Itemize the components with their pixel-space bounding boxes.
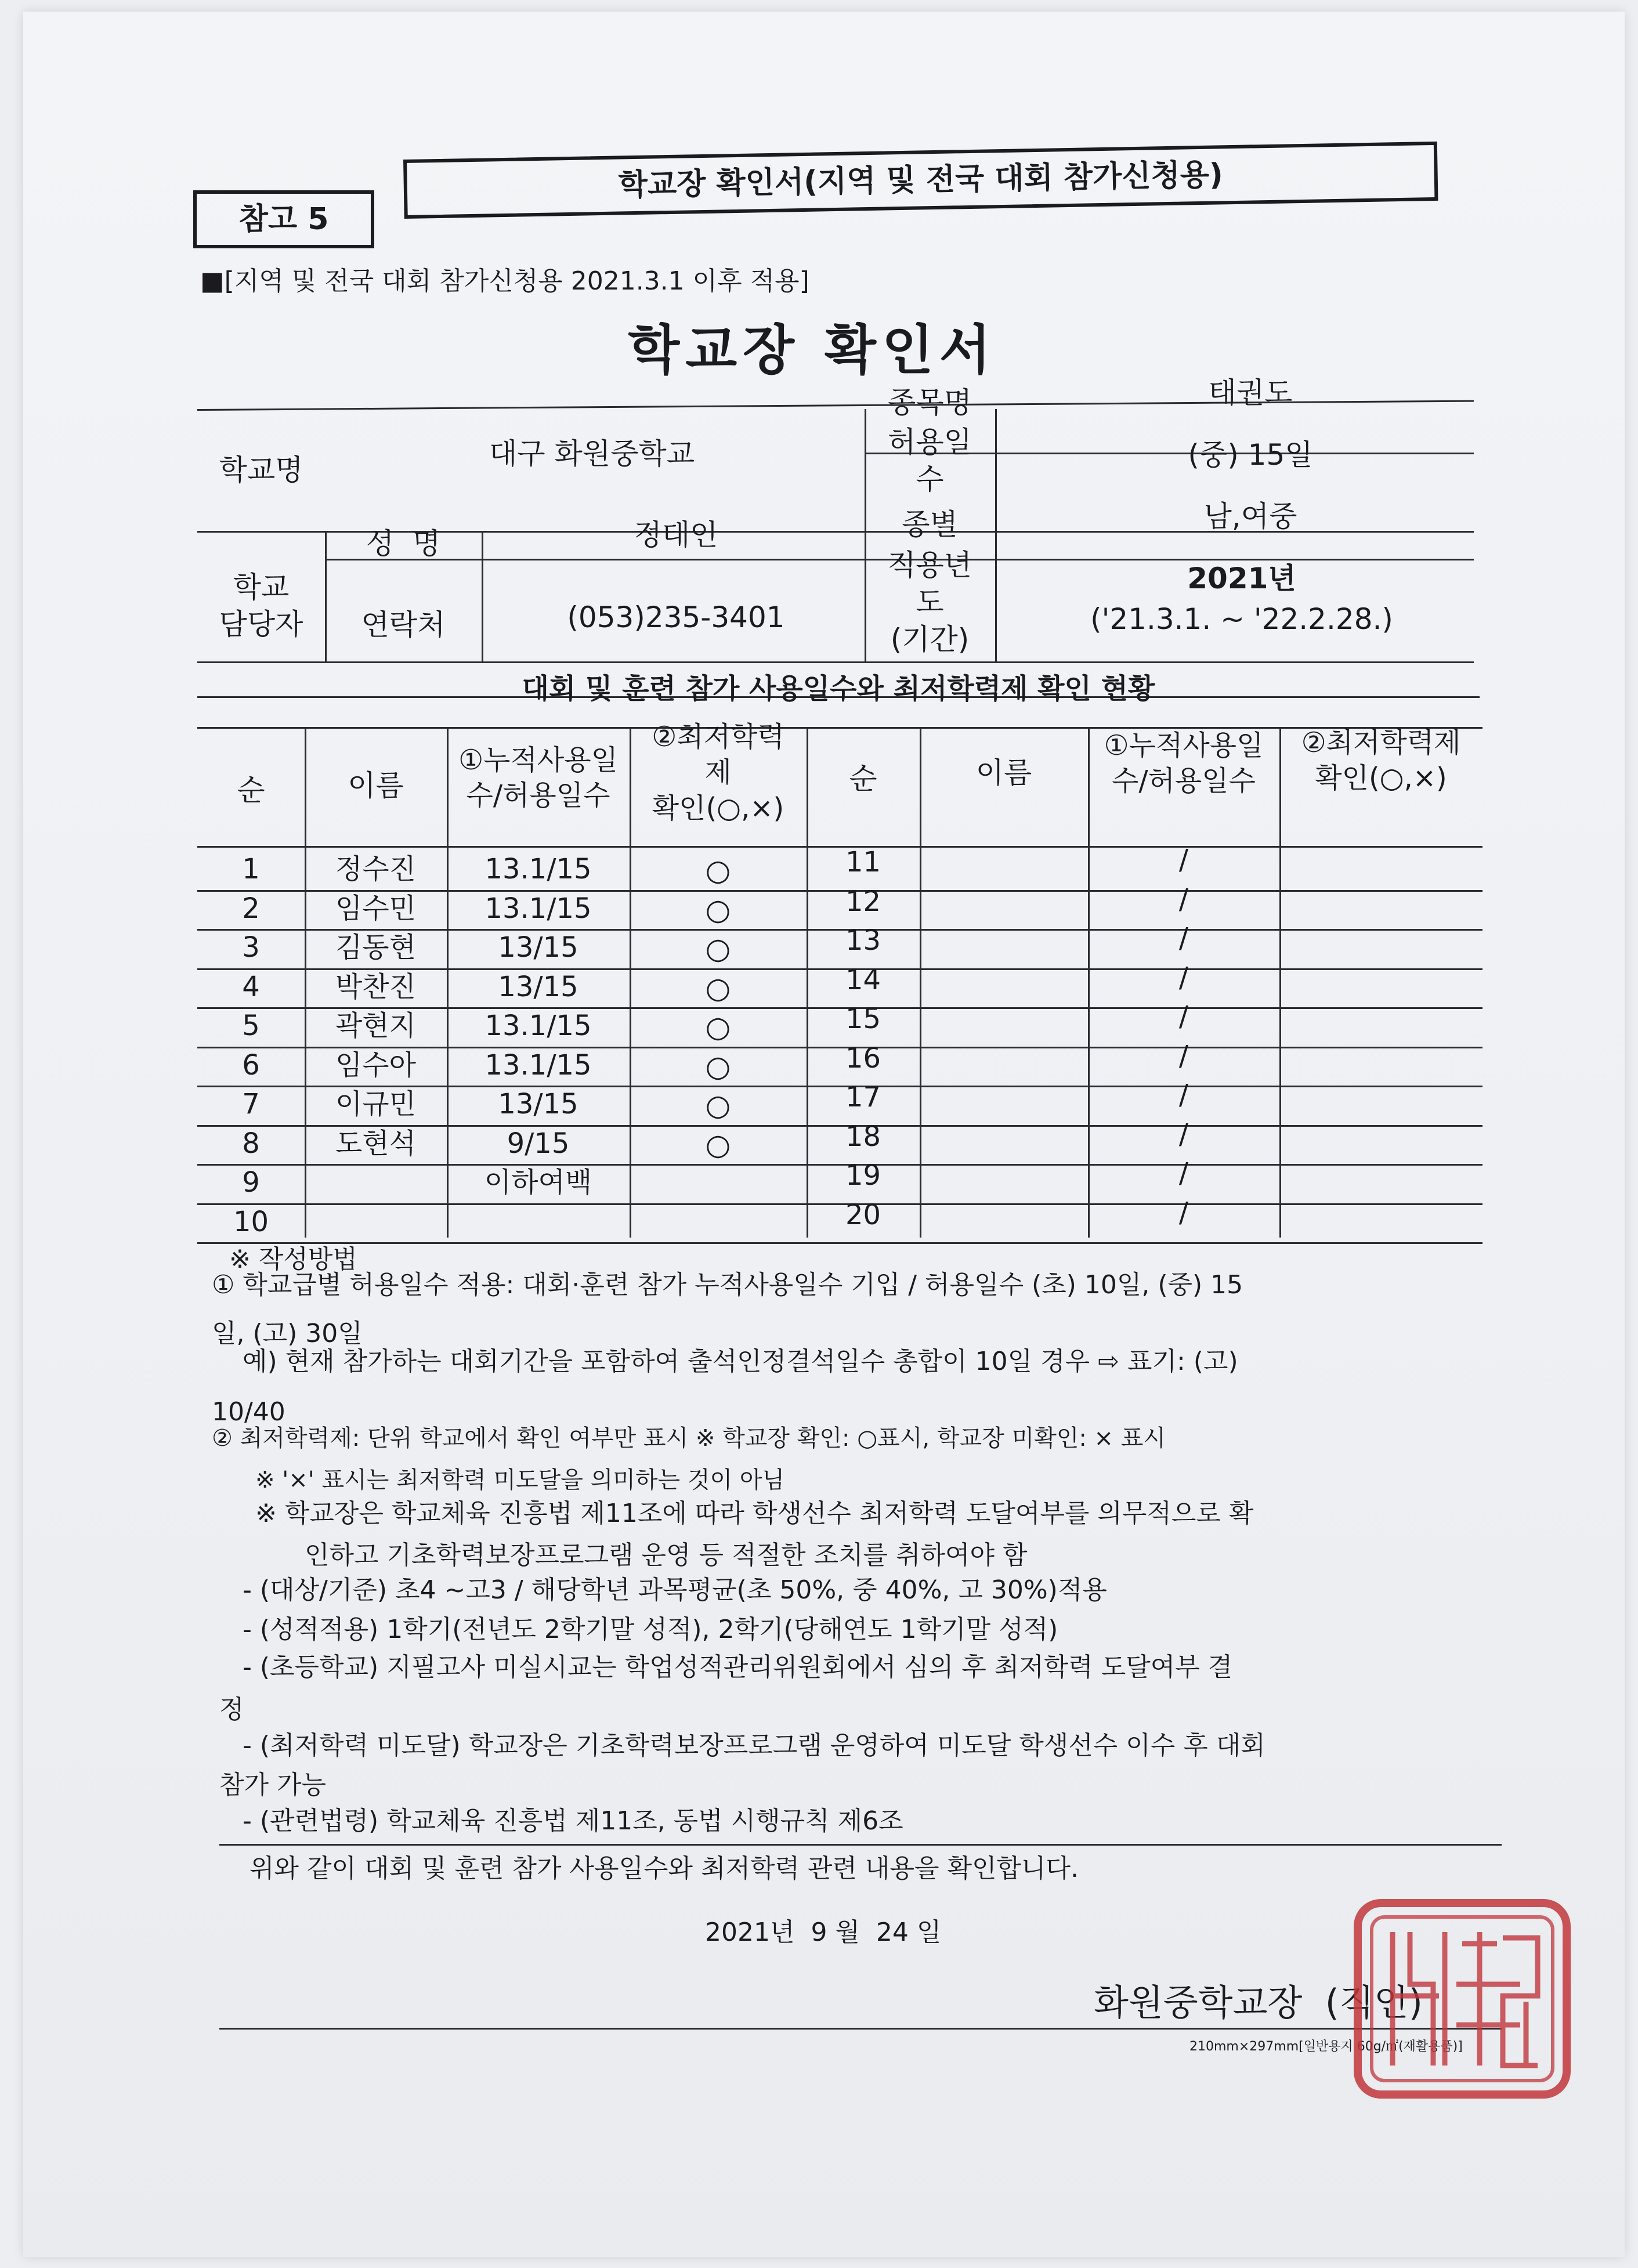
header-title-box: 학교장 확인서(지역 및 전국 대회 참가신청용) (403, 142, 1438, 219)
section-title: 대회 및 훈련 참가 사용일수와 최저학력제 확인 현황 (522, 672, 1155, 705)
notes-heading: ※ 작성방법 (229, 1245, 357, 1274)
notes-divider (219, 1844, 1502, 1846)
note-8b: 정 (219, 1695, 244, 1724)
header-days-right (1088, 728, 1279, 800)
row-check: ○ (705, 853, 731, 887)
apply-note: ■[지역 및 전국 대회 참가신청용 2021.3.1 이후 적용] (200, 266, 809, 296)
table-line (1279, 727, 1281, 1238)
row-days-right: / (1178, 882, 1189, 916)
row-days-right: / (1178, 844, 1189, 876)
row-num: 9 (242, 1166, 260, 1199)
row-days-right: / (1178, 1079, 1189, 1111)
note-9b: 참가 가능 (219, 1770, 327, 1800)
manager-label-line1: 학교 (233, 570, 290, 604)
row-name: 도현석 (335, 1127, 417, 1160)
row-num-right: 14 (845, 963, 881, 996)
row-days: 13/15 (498, 931, 578, 964)
row-check: ○ (705, 892, 731, 927)
row-name: 곽현지 (335, 1010, 417, 1042)
header-num: 순 (237, 773, 265, 807)
row-num-right: 17 (845, 1081, 881, 1113)
note-6: - (대상/기준) 초4 ~고3 / 해당학년 과목평균(초 50%, 중 40%, 고 30%)적용 (243, 1575, 1107, 1605)
school-name-label: 학교명 (219, 453, 303, 487)
header-minimum-right-line1: ②최저학력제 (1301, 726, 1461, 759)
footer-divider (219, 2028, 1502, 2030)
allowed-days-value: (중) 15일 (1188, 438, 1313, 472)
row-days: 13.1/15 (484, 1048, 592, 1081)
row-num-right: 15 (845, 1003, 881, 1035)
row-num: 5 (242, 1010, 260, 1042)
header-minimum-line3: 확인(○,×) (652, 791, 784, 824)
apply-year-label-line1: 적용년 (888, 548, 972, 582)
note-3: ② 최저학력제: 단위 학교에서 확인 여부만 표시 ※ 학교장 확인: ○표시, 학교장 미확인: × 표시 (212, 1425, 1166, 1452)
signer-text: 화원중학교장 (직인) (1094, 1981, 1423, 2024)
name-value: 정태인 (634, 518, 718, 552)
row-num-right: 16 (845, 1041, 881, 1075)
gender-value: 남,여중 (1203, 500, 1297, 533)
row-num-right: 13 (845, 924, 881, 957)
row-days-right: / (1178, 1157, 1189, 1189)
reference-label-box: 참고 5 (193, 190, 374, 248)
row-num: 3 (242, 931, 260, 964)
row-name: 임수민 (335, 892, 417, 925)
row-days-right: / (1178, 961, 1189, 994)
row-days-right: / (1178, 1039, 1189, 1072)
header-minimum-line1: ②최저학력 (652, 721, 784, 753)
manager-label (197, 569, 325, 643)
header-days (447, 743, 630, 814)
row-num-right: 19 (845, 1159, 881, 1192)
row-days-right: / (1178, 1000, 1189, 1033)
row-num: 4 (242, 970, 260, 1003)
row-days: 13.1/15 (484, 892, 592, 925)
note-4: ※ '×' 표시는 최저학력 미도달을 의미하는 것이 아님 (255, 1467, 785, 1493)
row-check: ○ (705, 932, 731, 965)
allowed-days-label (865, 424, 995, 498)
header-days-line1: ①누적사용일 (458, 744, 618, 776)
official-seal (1352, 1897, 1575, 2103)
note-2a: 예) 현재 참가하는 대회기간을 포함하여 출석인정결석일수 총합이 10일 경우 ⇨ 표기: (고) (243, 1347, 1238, 1376)
apply-year-value: 2021년 (1187, 562, 1296, 595)
header-minimum (630, 719, 807, 826)
row-check: ○ (705, 1127, 731, 1162)
row-num: 1 (242, 853, 260, 885)
row-days: 13/15 (498, 970, 578, 1003)
note-5b: 인하고 기초학력보장프로그램 운영 등 적절한 조치를 취하여야 함 (305, 1540, 1028, 1570)
row-name: 김동현 (335, 931, 417, 964)
header-num-right: 순 (849, 762, 877, 795)
row-name: 정수진 (335, 853, 417, 885)
table-row-line (197, 1242, 1482, 1244)
row-num-right: 11 (845, 846, 881, 878)
header-name-right: 이름 (975, 756, 1032, 790)
row-days: 13/15 (498, 1088, 578, 1120)
note-7: - (성적적용) 1학기(전년도 2학기말 성적), 2학기(당해연도 1학기말 성적) (243, 1615, 1058, 1644)
gender-label: 종별 (902, 508, 958, 541)
row-num: 2 (242, 892, 260, 925)
apply-period-value: ('21.3.1. ~ '22.2.28.) (1090, 602, 1393, 636)
header-days-right-line1: ①누적사용일 (1104, 729, 1264, 762)
row-num-right: 12 (845, 885, 881, 918)
document-title: 학교장 확인서 (628, 319, 997, 381)
row-days-right: / (1178, 922, 1189, 954)
row-days: 이하여백 (484, 1166, 592, 1199)
note-9a: - (최저학력 미도달) 학교장은 기초학력보장프로그램 운영하여 미도달 학생선수 이수 후 대회 (243, 1731, 1265, 1760)
table-line (920, 727, 921, 1238)
row-check: ○ (705, 1010, 731, 1044)
row-num: 8 (242, 1127, 260, 1160)
name-label: 성 명 (366, 527, 441, 560)
row-num: 7 (242, 1088, 260, 1120)
date-text: 2021년 9 월 24 일 (705, 1918, 942, 1947)
row-num: 6 (242, 1048, 260, 1081)
apply-year-label-line3: (기간) (890, 623, 970, 656)
row-num-right: 20 (845, 1198, 881, 1231)
event-value: 태권도 (1208, 376, 1293, 410)
row-days-right: / (1178, 1196, 1189, 1229)
row-name: 이규민 (335, 1088, 417, 1120)
row-name: 임수아 (335, 1048, 417, 1081)
note-10: - (관련법령) 학교체육 진흥법 제11조, 동법 시행규칙 제6조 (243, 1806, 903, 1836)
header-minimum-right-line2: 확인(○,×) (1315, 762, 1447, 795)
row-check: ○ (705, 1049, 731, 1083)
info-table-line (197, 661, 1474, 663)
paper-spec: 210mm×297mm[일반용지 60g/㎡(재활용품)] (1189, 2039, 1463, 2054)
row-days: 13.1/15 (484, 1010, 592, 1042)
apply-year-label-line2: 도 (916, 585, 944, 619)
contact-label: 연락처 (361, 608, 446, 642)
allowed-days-label-line1: 허용일 (888, 425, 972, 459)
row-name: 박찬진 (335, 970, 417, 1003)
row-check: ○ (705, 1088, 731, 1122)
note-1b: 일, (고) 30일 (212, 1319, 363, 1348)
row-days: 13.1/15 (484, 853, 592, 885)
note-1a: ① 학교급별 허용일수 적용: 대회·훈련 참가 누적사용일수 기입 / 허용일수 (초) 10일, (중) 15 (212, 1270, 1243, 1300)
manager-label-line2: 담당자 (219, 607, 303, 641)
header-days-right-line2: 수/허용일수 (1111, 765, 1256, 798)
row-num: 10 (233, 1205, 269, 1238)
event-label: 종목명 (888, 386, 972, 419)
header-name: 이름 (348, 769, 404, 802)
contact-value: (053)235-3401 (567, 601, 785, 634)
header-minimum-line2: 제 (704, 756, 732, 789)
confirm-text: 위와 같이 대회 및 훈련 참가 사용일수와 최저학력 관련 내용을 확인합니다. (250, 1854, 1079, 1883)
row-num-right: 18 (845, 1120, 881, 1153)
row-days: 9/15 (507, 1127, 570, 1160)
apply-year-label (865, 547, 995, 658)
row-days-right: / (1178, 1117, 1189, 1151)
note-8a: - (초등학교) 지필고사 미실시교는 학업성적관리위원회에서 심의 후 최저학력 도달여부 결 (243, 1652, 1233, 1682)
school-name-value: 대구 화원중학교 (489, 437, 695, 471)
row-check: ○ (705, 971, 731, 1005)
note-2b: 10/40 (212, 1397, 285, 1427)
allowed-days-label-line2: 수 (916, 462, 944, 496)
note-5a: ※ 학교장은 학교체육 진흥법 제11조에 따라 학생선수 최저학력 도달여부를 의무적으로 확 (255, 1499, 1254, 1528)
info-table-line (995, 409, 997, 661)
header-minimum-right (1279, 725, 1482, 797)
info-table-line (482, 531, 483, 661)
header-days-line2: 수/허용일수 (466, 779, 610, 812)
